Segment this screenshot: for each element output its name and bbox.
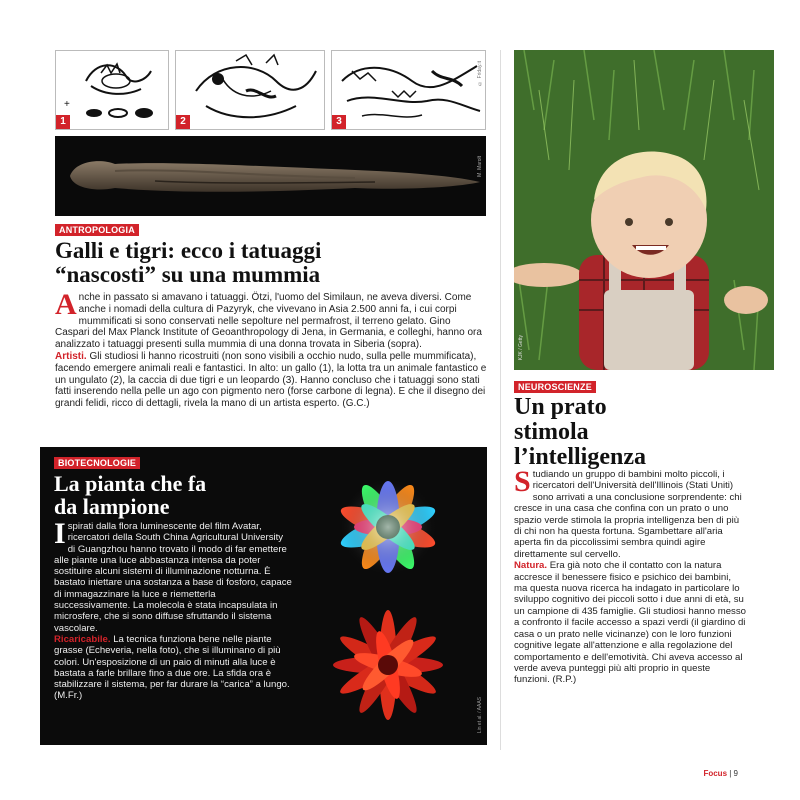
- headline-line: da lampione: [54, 494, 170, 520]
- section-tag-neuroscienze: NEUROSCIENZE: [514, 381, 596, 393]
- section-tag-biotecnologie: BIOTECNOLOGIE: [54, 457, 140, 469]
- paragraph: [55, 288, 487, 351]
- headline-line: Galli e tigri: ecco i tatuaggi: [55, 238, 322, 263]
- dropcap: I: [54, 517, 66, 550]
- section-tag-antropologia: ANTROPOLOGIA: [55, 224, 139, 236]
- child-image: [514, 50, 774, 370]
- svg-text:+: +: [64, 99, 70, 110]
- beast-tattoo-illustration: [176, 51, 325, 130]
- magazine-brand: Focus: [703, 769, 728, 778]
- headline-line: Un prato: [514, 394, 607, 420]
- paragraph: [55, 351, 487, 410]
- headline-line: l’intelligenza: [514, 444, 646, 471]
- dropcap: S: [514, 465, 531, 498]
- lead-in: Artisti.: [55, 350, 87, 362]
- glowing-succulents-photo: [296, 455, 481, 735]
- panel-number: 2: [176, 115, 190, 129]
- panel-number: 1: [56, 115, 70, 129]
- paragraph-text: La tecnica funziona bene nelle piante grasse (Echeveria, nella foto), che si illuminano di più colori. Un'esposizione di un paio di minuti alla luce è bastata a farle brillare fino a due ore. La sfida ora è stabilizzare il sistema, per far durare la “carica” a lungo. (M.Fr.): [54, 633, 290, 702]
- column-divider: [500, 50, 501, 750]
- mummy-image: [55, 136, 486, 216]
- paragraph: [54, 517, 292, 634]
- headline-line: La pianta che fa: [54, 471, 207, 496]
- headline-biotech: [54, 472, 294, 518]
- article-body-neuroscience: [514, 465, 746, 686]
- page-footer: [703, 769, 738, 778]
- paragraph-text: Era già noto che il contatto con la natura accresce il benessere fisico e psichico dei bambini, ma questa nuova ricerca ha indagato in particolare lo sviluppo cognitivo dei piccoli sotto i due anni di età, su un campione di 435 famiglie. Gli studiosi hanno messo a confronto il facile accesso a spazi verdi (il giardino di casa o un prato nelle vicinanze) con le loro funzioni cognitive legate all'attenzione e alla regolazione del comportamento e dell'emotività. Chi aveva accesso al verde aveva punteggi più alti proprio in queste funzioni. (R.P.): [514, 560, 746, 686]
- mummy-photo: [55, 136, 486, 216]
- headline-line: stimola: [514, 419, 589, 446]
- page-number: | 9: [729, 769, 738, 778]
- article-body-anthropology: [55, 288, 487, 410]
- child-on-grass-photo: [514, 50, 774, 370]
- photo-credit: M. Marolt: [477, 156, 483, 177]
- tigers-tattoo-illustration: [332, 51, 486, 130]
- red-succulent: [333, 610, 443, 720]
- paragraph: [514, 560, 746, 685]
- paragraph-text: tudiando un gruppo di bambini molto piccoli, i ricercatori dell'Università dell'Illinois (Stati Uniti) sono arrivati a una conclusione sorprendente: chi cresce in una casa che confina con un prato o uno spazio verde stimola la propria intelligenza ben di più di chi non ha questa fortuna. Sgambettare all'aria aperta fin da piccolissimi sembra quindi agire direttamente sul cervello.: [514, 469, 742, 560]
- paragraph-text: nche in passato si amavano i tatuaggi. Ötzi, l'uomo del Similaun, ne aveva diversi. Come anche i nomadi della cultura di Pazyryk, che vivevano in Asia 2.500 anni fa, i cui corpi mummificati si sono conservati nelle sepolture nel permafrost, il terreno gelato. Gino Caspari del Max Planck Institute of Geoanthropology di Jena, in Germania, e colleghi, hanno ora analizzato i tatuaggi presenti sulla mummia di una donna trovata in Siberia (sopra).: [55, 292, 482, 351]
- paragraph: [54, 634, 292, 702]
- photo-credit: Lin et al. / AAAS: [477, 697, 483, 734]
- multicolor-succulent: [337, 477, 439, 577]
- rooster-tattoo-illustration: [56, 51, 169, 130]
- photo-credit: KJK / Getty: [518, 335, 524, 361]
- paragraph-text: spirati dalla flora luminescente del film Avatar, ricercatori della South China Agricultural University di Guangzhou hanno trovato il modo di far emettere alle piante una luce abbastanza intensa da poter sostituire alcuni sistemi di illuminazione notturna. È bastato iniettare una sostanza a base di fosforo, capace di immagazzinare la luce e riemetterla successivamente. La molecola è stata incapsulata in microsfere, che si sono diffuse sfruttando il sistema vascolare.: [54, 521, 292, 634]
- headline-line: “nascosti” su una mummia: [55, 262, 321, 288]
- biotech-box: [40, 447, 487, 745]
- paragraph-text: Gli studiosi li hanno ricostruiti (non sono visibili a occhio nudo, sulla pelle mummificata), facendo emergere animali reali e fantastici. In alto: un gallo (1), la lotta tra un animale fantastico e un ungulato (2), la caccia di due tigri e un leopardo (3). Hanno concluso che i tatuaggi sono stati fatti inserendo nella pelle un ago con pigmento nero (forse carbone di legna). E che il disegno dei grandi felidi, ricco di dettagli, rivela la mano di un artista esperto. (G.C.): [55, 350, 487, 410]
- headline-anthropology: [55, 239, 495, 287]
- lead-in: Natura.: [514, 560, 548, 572]
- tattoo-panel-rooster: [55, 50, 169, 130]
- tattoo-panel-tigers: [331, 50, 486, 130]
- paragraph: [514, 465, 746, 560]
- article-body-biotech: [54, 517, 292, 702]
- photo-credit: © Friday.it: [477, 61, 483, 86]
- lead-in: Ricaricabile.: [54, 633, 111, 645]
- tattoo-panel-fantastic-beast: [175, 50, 325, 130]
- dropcap: A: [55, 288, 77, 321]
- headline-neuroscience: [514, 395, 774, 471]
- panel-number: 3: [332, 115, 346, 129]
